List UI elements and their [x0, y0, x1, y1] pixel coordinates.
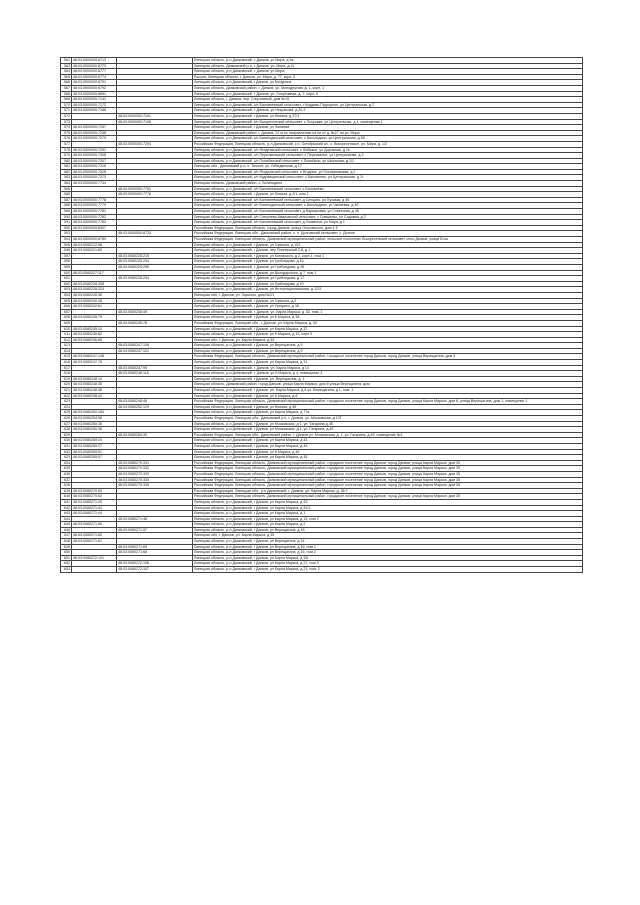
row-number: 618 — [61, 371, 72, 377]
address: Липецкая область, Данковский р-н, г. Данков, ул. Мира, д.11 — [193, 63, 583, 69]
cadastral-number: 48:03:0080270:50 — [72, 488, 117, 494]
row-number: 608 — [61, 315, 72, 321]
address: Российская Федерация, Липецкая область, Данковский муниципальный район, городское поселение город Данков, город Данков, улица Карла Маркса, дом 35 — [193, 477, 583, 483]
address: Липецкая область, р-н Данковский, с/п Баловневский сельсовет, д Знаменка, ул Мира, д 1 — [193, 220, 583, 226]
row-number: 609 — [61, 320, 72, 326]
cadastral-number: 48:03:0000000:8407 — [72, 225, 117, 231]
row-number: 564 — [61, 69, 72, 75]
row-number: 592 — [61, 225, 72, 231]
address: Липецкая область, р-н Данковский, г. Данков, ул. Спортивная, д. 2, корп. 4 — [193, 91, 583, 97]
address: Липецкая область, р-н Данковский, г Данков, ул Карла Маркса, д 45 — [193, 455, 583, 461]
row-number: 569 — [61, 97, 72, 103]
row-number: 639 — [61, 488, 72, 494]
building-cadastral-number: 48:03:0080271:48 — [117, 516, 193, 522]
building-cadastral-number: 48:03:0000000:7776 — [117, 192, 193, 198]
address: Российская Федерация, Липецкая обл., р-н Данковский, г. Данков, ул. Карла Маркса, д. 35 Г — [193, 488, 583, 494]
row-number: 624 — [61, 404, 72, 410]
address: Липецкая область, р-н Данковский, г Данков, ул Чапаева — [193, 125, 583, 131]
address: Липецкая область, р-н Данковский, с/п Ягодновский сельсовет, с Ягодное, ул Головановская, д 2 — [193, 169, 583, 175]
building-cadastral-number: 48:03:0080270:334 — [117, 477, 193, 483]
cadastral-number: 48:03:0080247:76 — [72, 360, 117, 366]
address: Липецкая область, р-н Данковский, г Данков, ул Верещагина, д 9 — [193, 348, 583, 354]
building-cadastral-number: 48:03:0080248:46 — [117, 399, 193, 405]
address: Российская Федерация, Липецкая область, Данковский муниципальный район, сельское поселение Воскресенский сельсовет, село Данков, улица Юла — [193, 237, 583, 243]
address: Липецкая область, р-н Данковский, г Данков, ул Интернациональная, д 12/3 — [193, 287, 583, 293]
row-number: 567 — [61, 85, 72, 91]
cadastral-number: 48:03:0080254:58 — [72, 416, 117, 422]
row-number: 614 — [61, 348, 72, 354]
address: Липецкая область, р-н Данковский, г Данков, ул Верещагина, д 9 — [193, 343, 583, 349]
cadastral-number: 48:03:0080242:61 — [72, 304, 117, 310]
row-number: 636 — [61, 471, 72, 477]
address: Липецкая область, р-н Данковский, г Данков, ул К.Маркса, д 32, корп 3 — [193, 332, 583, 338]
row-number: 588 — [61, 203, 72, 209]
row-number: 645 — [61, 522, 72, 528]
address: Липецкая область, р-н Данковский, с/п Спешнево-Ивановский сельсовет, с Спешнево, ул Садовая, д 2 — [193, 214, 583, 220]
cadastral-number: 48:03:0000000:7306 — [72, 153, 117, 159]
row-number: 601 — [61, 276, 72, 282]
address: Липецкая область, р-н Данковский, г Данков, ул Верещагина, д 16, пом 2 — [193, 550, 583, 556]
cadastral-number: 48:03:0000000:6792 — [72, 85, 117, 91]
row-number: 622 — [61, 393, 72, 399]
address: Российская Федерация, Липецкая обл., Данковский район, с. п. Долговский сельсовет, с. Долгое — [193, 231, 583, 237]
cadastral-number: 48:03:0080272:101 — [72, 555, 117, 561]
cadastral-number: 48:03:0080271:41 — [72, 505, 117, 511]
address: Липецкая область, р-н Данковский, с/п Бигильдинский сельсовет, с Бигильдино, ул Центральная, д 58 — [193, 136, 583, 142]
row-number: 643 — [61, 511, 72, 517]
row-number: 576 — [61, 136, 72, 142]
row-number: 617 — [61, 365, 72, 371]
cadastral-number: 48:03:0080240:36 — [72, 292, 117, 298]
address: Липецкая область, р-н Данковский, г Данков, ул Мичурина — [193, 80, 583, 86]
row-number: 629 — [61, 432, 72, 438]
row-number: 650 — [61, 550, 72, 556]
address: Липецкая область, р-н Данковский, г Данков, ул Карла Маркса, д 31 — [193, 360, 583, 366]
row-number: 573 — [61, 119, 72, 125]
building-cadastral-number: 48:03:0080248:116 — [117, 371, 193, 377]
row-number: 594 — [61, 237, 72, 243]
address: Липецкая область, р-н Данковский, г Данков, ул Карла Маркса, д 33 — [193, 499, 583, 505]
row-number: 599 — [61, 264, 72, 270]
address: Липецкая область, р-н Данковский, с/п Баловневский сельсовет, д Сенцово, ул Луговая, д 4б — [193, 197, 583, 203]
cadastral-number: 48:03:0000000:7781 — [72, 209, 117, 215]
cadastral-number: 48:03:0080221:60 — [72, 248, 117, 254]
address: Липецкая область, г. Данков, пер. Спортивный, дом №19 — [193, 97, 583, 103]
cadastral-number: 48:03:0000000:8789 — [72, 237, 117, 243]
cadastral-number: 48:03:0080228:324 — [72, 287, 117, 293]
row-number: 616 — [61, 360, 72, 366]
cadastral-number: 48:03:0080269:27 — [72, 443, 117, 449]
address: Липецкая область, р-н Данковский, г Данков, ул Карла Маркса, д 2 — [193, 522, 583, 528]
address: Российская Федерация, Липецкая область, Данковский муниципальный район, городское поселение город Данков, город Данков, улица Карла Маркса, дом 35 — [193, 471, 583, 477]
row-number: 591 — [61, 220, 72, 226]
table-body — [61, 58, 583, 573]
building-cadastral-number: 48:03:0080270:332 — [117, 466, 193, 472]
address: Липецкая область, р-н Данковский, г. Данков, ул Некрасова, д 20-2 — [193, 108, 583, 114]
table-row — [61, 567, 583, 573]
table-row — [61, 399, 583, 405]
row-number: 623 — [61, 399, 72, 405]
address: Липецкая область, р-н Данковский, г Данков, ул. Карла Маркса, д 8 ул. Верещагина, д 1, пом. 1 — [193, 388, 583, 394]
address: Липецкая область, р-н Данковский, г. Данков, ул. Карла Маркса, д 14 — [193, 365, 583, 371]
cadastral-number: 48:03:0000000:7141 — [72, 97, 117, 103]
building-cadastral-number: 48:03:0000000:7191 — [117, 113, 193, 119]
cadastral-number: 48:03:0000000:7279 — [72, 136, 117, 142]
address: Липецкая область, р-н Данковский, г Данков, ул Карла Маркса, д 37 — [193, 326, 583, 332]
address: Липецкая область, р-н Данковский, г Данков, ул Карла Маркса, д 45 — [193, 443, 583, 449]
cadastral-number: 48:03:0080269:57 — [72, 455, 117, 461]
row-number: 635 — [61, 466, 72, 472]
row-number: 607 — [61, 309, 72, 315]
address: Липецкая область, р-н Данковский, г. Данков, ул К.Маркса, д 4, помещение 3 — [193, 371, 583, 377]
address: Липецкая область, р-н Данковский, г Данков, ул Верещагина, д 45 — [193, 527, 583, 533]
address: Липецкая область, р-н Данковский, г Данков, ул Карла Маркса, д 43 — [193, 438, 583, 444]
address: Российская Федерация, Липецкая область, Данковский муниципальный район, городское поселение город Данков, город Данков, улица Карла Маркса, дом 8, улица Верещагина, дом 1, помещение 1 — [193, 399, 583, 405]
cadastral-number: 48:03:0000000:7744 — [72, 181, 117, 187]
building-cadastral-number: 48:03:0080272:107 — [117, 567, 193, 573]
address: Липецкая обл, г. Данков, ул. Карла Маркса, д 34 — [193, 337, 583, 343]
cadastral-number: 48:03:0000000:6774 — [72, 74, 117, 80]
document-page — [60, 57, 582, 573]
cadastral-number: 48:03:0000000:7779 — [72, 203, 117, 209]
address: Липецкая область, р-н Данковский, г Данков, ул Грибоедова, д 16 — [193, 259, 583, 265]
address: Липецкая область, р-н Данковский, г Данков, ул Ленина, д 2/1, пом 1 — [193, 192, 583, 198]
building-cadastral-number: 48:03:0080247:101 — [117, 348, 193, 354]
cadastral-number: 48:03:0080269:24 — [72, 438, 117, 444]
address: Липецкая область, р-н Данковский, г Данков, ул Грибоедова, д 19 — [193, 281, 583, 287]
row-number: 572 — [61, 113, 72, 119]
address: Липецкая область, р-н Данковский, г Данков, ул Московская, д 1, ул. Тагарина д.4б — [193, 421, 583, 427]
address: Липецкая область, Данковский район, город Данков, улица Карла Маркса, дом 8 улица Верещагина, дом — [193, 382, 583, 388]
address: Липецкая область, р-н Данковский, с/п Ягодновский сельсовет, с Лебяжье, ул Дорожная, д 1е — [193, 147, 583, 153]
building-cadastral-number: 48:03:0080247:99 — [117, 365, 193, 371]
address: Липецкая область, р-н Данковский, с/п Полибинский сельсовет, с Полибино, ул Школьная, д 1/1 — [193, 158, 583, 164]
building-cadastral-number: 48:03:0000000:7751 — [117, 186, 193, 192]
building-cadastral-number: 48:03:0080272:106 — [117, 561, 193, 567]
building-cadastral-number: 48:03:0000000:7198 — [117, 119, 193, 125]
address: Липецкая обл, г. Данков, ул. Карла Маркса, д 35 — [193, 533, 583, 539]
row-number: 648 — [61, 539, 72, 545]
row-number: 630 — [61, 438, 72, 444]
row-number: 647 — [61, 533, 72, 539]
address: Липецкая область, р-н Данковский, г. Данков, ул Грибоедова, д 26 — [193, 264, 583, 270]
row-number: 621 — [61, 388, 72, 394]
row-number: 570 — [61, 102, 72, 108]
cadastral-number: 48:03:0080247:148 — [72, 354, 117, 360]
building-cadastral-number: 48:03:0080271:68 — [117, 550, 193, 556]
row-number: 644 — [61, 516, 72, 522]
address: Российская Федерация, Липецкая обл., г. Данков, ул. Карла Маркса, д. 52 — [193, 320, 583, 326]
cadastral-number: 48:03:0000000:7291 — [72, 147, 117, 153]
row-number: 597 — [61, 253, 72, 259]
address: Липецкая область, р-н Данковский, г. Данков, ул Мира — [193, 69, 583, 75]
building-cadastral-number: 48:03:0080225:215 — [117, 253, 193, 259]
row-number: 602 — [61, 281, 72, 287]
cadastral-number: 48:03:0080248:38 — [72, 388, 117, 394]
address: Липецкая область, р-н Данковский, г Данков, ул Верещагина, д 16, пом 1 — [193, 544, 583, 550]
row-number: 563 — [61, 63, 72, 69]
row-number: 566 — [61, 80, 72, 86]
row-number: 574 — [61, 125, 72, 131]
cadastral-number: 48:03:0000000:7373 — [72, 175, 117, 181]
row-number: 579 — [61, 153, 72, 159]
row-number: 653 — [61, 567, 72, 573]
row-number: 613 — [61, 343, 72, 349]
row-number: 584 — [61, 181, 72, 187]
address: Липецкая обл, г. Данков, ул. Горького, дом №2/1 — [193, 292, 583, 298]
cadastral-number: 48:03:0080270:62 — [72, 494, 117, 500]
cadastral-number: 48:03:0000000:6777 — [72, 69, 117, 75]
address: Липецкая область, р-н Данковский, г Данков, ул К.Маркса, д 6 — [193, 393, 583, 399]
cadastral-number: 48:03:0000000:6773 — [72, 63, 117, 69]
row-number: 593 — [61, 231, 72, 237]
address: Липецкая область, р-н Данковский, г Данков, ул К.Маркса, д 46 — [193, 449, 583, 455]
address: Липецкая область, р-н Данковский, г Данков, ул Котовского, д 2, корп 1, пом 1 — [193, 253, 583, 259]
address: Липецкая область, р-н Данковский, г Данков, ул Верещагина, д 14 — [193, 539, 583, 545]
address: Липецкая область, Данковский район, г. Данков, ул. Молодежная, д. 1, корп. 1 — [193, 85, 583, 91]
row-number: 651 — [61, 555, 72, 561]
cadastral-number: 48:03:0000000:6791 — [72, 80, 117, 86]
building-cadastral-number: 48:03:0080252:129 — [117, 404, 193, 410]
cadastral-number: 48:03:0080212:56 — [72, 242, 117, 248]
row-number: 562 — [61, 58, 72, 64]
cadastral-number — [72, 567, 117, 573]
cadastral-number: 48:03:0000000:7172 — [72, 102, 117, 108]
row-number: 612 — [61, 337, 72, 343]
address: Липецкая область, р-н Данковский, г Данков, ул Карла Маркса, д 21, пом. 2 — [193, 567, 583, 573]
row-number: 611 — [61, 332, 72, 338]
address: Липецкая область, р-н Данковский, г Данков, ул Карла Маркса, д 15г — [193, 555, 583, 561]
row-number: 652 — [61, 561, 72, 567]
address: Липецкая область, р-н Данковский, с/п Воскресенский сельсовет, с Покровка, ул Центральная, д 4, помещение 1 — [193, 119, 583, 125]
address: Российская Федерация, Липецкая область, Данковский муниципальный район, городское поселение город Данков, город Данков, улица Карла Маркса, дом 35 — [193, 483, 583, 489]
address: Липецкая область, р-н Данковский, с/п Кудрявщинский сельсовет, с Баловнево, ул Центральная, д 2г — [193, 175, 583, 181]
cadastral-number: 48:03:0080260:38 — [72, 427, 117, 433]
row-number: 642 — [61, 505, 72, 511]
cadastral-number: 48:03:0080227:117 — [72, 270, 117, 276]
row-number: 598 — [61, 259, 72, 265]
row-number: 583 — [61, 175, 72, 181]
cadastral-number: 48:03:0000000:7325 — [72, 169, 117, 175]
address: Липецкая область, р-н Данковский, г Данков, ул Ленина, д 27/1 — [193, 113, 583, 119]
row-number: 587 — [61, 197, 72, 203]
row-number: 603 — [61, 287, 72, 293]
row-number: 568 — [61, 91, 72, 97]
address: Липецкая область, р-н Данковский, г Данков, ул К.Маркса, д 38 — [193, 315, 583, 321]
address: Российская Федерация, Липецкая область, Данковский муниципальный район, городское поселение город Данков, город Данков, улица Верещагина, дом 5 — [193, 354, 583, 360]
row-number: 626 — [61, 416, 72, 422]
row-number: 649 — [61, 544, 72, 550]
row-number: 595 — [61, 242, 72, 248]
cadastral-number: 48:03:0080248:42 — [72, 393, 117, 399]
address: Липецкая область, р-н Данковский, г Данков, ул Карла Маркса, д 13, пом 2 — [193, 516, 583, 522]
row-number: 589 — [61, 209, 72, 215]
building-cadastral-number: 48:03:0080245:76 — [117, 320, 193, 326]
address: Липецкая область, р-н Данковский, г. Данков, ул Грибоедова, д 17 — [193, 276, 583, 282]
address: Липецкая область, р-н Данковский, с/п Баловневский сельсовет, с Крудево-Подгорное, ул Центральная, д 2 — [193, 102, 583, 108]
cadastral-number: 48:03:0000000:7782 — [72, 214, 117, 220]
address: Липецкая область, р-н Данковский, г Данков, ул Карла Маркса, д 31/1 — [193, 505, 583, 511]
cadastral-number: 48:03:0080245:75 — [72, 315, 117, 321]
cadastral-number: 48:03:0080228:308 — [72, 281, 117, 287]
address: Россия, Липецкая область, г. Данков, ул. Мира, д. 77, корп. 2 — [193, 74, 583, 80]
row-number: 581 — [61, 164, 72, 170]
address: Российская Федерация, Липецкая область, Данковский муниципальный район, городское поселение город Данков, город Данков, улица Карла Маркса, дом 35 — [193, 466, 583, 472]
row-number: 582 — [61, 169, 72, 175]
cadastral-number: 48:03:0080271:44 — [72, 511, 117, 517]
row-number: 578 — [61, 147, 72, 153]
cadastral-number: 48:03:0000000:6891 — [72, 91, 117, 97]
address: Липецкая область, р-н Данковский, с/п Баловневский сельсовет, с Баловнево — [193, 186, 583, 192]
address: Липецкая область, р-н Данковский, г. Данков, ул Мира, д 9а — [193, 58, 583, 64]
address: Липецкая область, р-н Данковский, г Данков, ул Карла Маркса, д 21, пом 3 — [193, 561, 583, 567]
cadastral-number: 48:03:0080246:82 — [72, 332, 117, 338]
address: Липецкая область, р-н Данковский, г Данков, пер Пионерский 2-й, д 1 — [193, 248, 583, 254]
address: Липецкая обл., Данковский р-н, с. Теплое, ул. Лебедянская, д 17 — [193, 164, 583, 170]
row-number: 604 — [61, 292, 72, 298]
building-cadastral-number: 48:03:0080271:57 — [117, 527, 193, 533]
cadastral-number: 48:03:0000000:7778 — [72, 197, 117, 203]
cadastral-number: 48:03:0000000:7783 — [72, 220, 117, 226]
address: Липецкая область, р-н Данковский, г Данков, ул Урицкого, д 36 — [193, 304, 583, 310]
building-cadastral-number: 48:03:0080270:333 — [117, 471, 193, 477]
cadastral-number: 48:03:0080271:61 — [72, 539, 117, 545]
row-number: 634 — [61, 460, 72, 466]
row-number: 577 — [61, 141, 72, 147]
address: Липецкая область, р-н Данковский, с/п Бигильдинский сельсовет, с Бигильдино, ул Чапаевка, д 4б — [193, 203, 583, 209]
building-cadastral-number: 48:03:0080247:106 — [117, 343, 193, 349]
row-number: 575 — [61, 130, 72, 136]
row-number: 628 — [61, 427, 72, 433]
cadastral-number: 48:03:0000000:7188 — [72, 108, 117, 114]
cadastral-number: 48:03:0080248:14 — [72, 376, 117, 382]
row-number: 565 — [61, 74, 72, 80]
cadastral-number: 48:03:0080252:184 — [72, 410, 117, 416]
address: Липецкая область, Данковский район, г. Данков, 22 м по направлению на юг от д. №27 по ул. Мира — [193, 130, 583, 136]
row-number: 620 — [61, 382, 72, 388]
cadastral-number: 48:03:0080271:50 — [72, 522, 117, 528]
row-number: 586 — [61, 192, 72, 198]
address: Липецкая область, Данковский район, с. Бигильдино — [193, 181, 583, 187]
cadastral-number: 48:03:0000000:7307 — [72, 158, 117, 164]
address: Липецкая область, р-н Данковский, с/п Баловневский сельсовет, д Варваровка, ул Советская, д 3б — [193, 209, 583, 215]
address: Российская Федерация, Липецкая область, Данковский муниципальный район, городское поселение город Данков, город Данков, улица Карла Маркса, дом 35 — [193, 494, 583, 500]
cadastral-number: 48:03:0080271:60 — [72, 533, 117, 539]
row-number: 596 — [61, 248, 72, 254]
building-cadastral-number: 48:03:0080245:49 — [117, 309, 193, 315]
row-number: 615 — [61, 354, 72, 360]
address: Липецкая область, р-н Данковский, г Данков, ул Нахова, д 45 — [193, 404, 583, 410]
row-number: 637 — [61, 477, 72, 483]
building-cadastral-number: 48:03:0080271:63 — [117, 544, 193, 550]
row-number: 646 — [61, 527, 72, 533]
building-cadastral-number: 48:03:0080228:254 — [117, 276, 193, 282]
address: Липецкая область, р-н Данковский, г Данков, ул Карла Маркса, д 77а — [193, 410, 583, 416]
cadastral-number: 48:03:0080240:38 — [72, 298, 117, 304]
cadastral-number: 48:03:0000000:7257 — [72, 125, 117, 131]
address: Липецкая область, р-н Данковский, г Данков, ул Володарского, д 7, пом 1 — [193, 270, 583, 276]
row-number: 571 — [61, 108, 72, 114]
cadastral-number: 48:03:0080248:35 — [72, 382, 117, 388]
row-number: 641 — [61, 499, 72, 505]
row-number: 632 — [61, 449, 72, 455]
cadastral-number: 48:03:0080260:35 — [72, 421, 117, 427]
address: Российская Федерация, Липецкая обл., Данковский район, г. Данков ул. Московская, д. 1, ул. Гагарина, д.4б, помещение №1 — [193, 432, 583, 438]
cadastral-table — [60, 57, 583, 573]
building-cadastral-number: 48:03:0080260:39 — [117, 432, 193, 438]
cadastral-number: 48:03:0000000:6713 — [72, 58, 117, 64]
cadastral-number: 48:03:0080269:51 — [72, 449, 117, 455]
row-number: 627 — [61, 421, 72, 427]
row-number: 605 — [61, 298, 72, 304]
row-number: 631 — [61, 443, 72, 449]
row-number: 585 — [61, 186, 72, 192]
address: Российская Федерация, Липецкая область, город Данков, улица Островского, дом 1 б — [193, 225, 583, 231]
address: Липецкая область, р-н Данковский, г. Данков, ул. Карла Маркса, д. 52, пом. 1 — [193, 309, 583, 315]
building-cadastral-number: 48:03:0000000:7294 — [117, 141, 193, 147]
row-number: 580 — [61, 158, 72, 164]
address: Российская Федерация, Липецкая область, Данковский муниципальный район, городское поселение город Данков, город Данков, улица Карла Маркса, дом 35 — [193, 460, 583, 466]
building-cadastral-number: 48:03:0080225:254 — [117, 259, 193, 265]
building-cadastral-number: 48:03:0080270:335 — [117, 483, 193, 489]
row-number: 638 — [61, 483, 72, 489]
row-number: 600 — [61, 270, 72, 276]
address: Липецкая область, р-н Данковский, г Данков, ул Горького, д 2 — [193, 298, 583, 304]
cadastral-number: 48:03:0080271:25 — [72, 499, 117, 505]
row-number: 619 — [61, 376, 72, 382]
row-number: 633 — [61, 455, 72, 461]
row-number: 625 — [61, 410, 72, 416]
row-number: 610 — [61, 326, 72, 332]
cadastral-number: 48:03:0080245:10 — [72, 326, 117, 332]
cadastral-number: 48:03:0080246:85 — [72, 337, 117, 343]
address: Российская Федерация, Липецкая область, р-н Данковский, с.п. Октябрьский с/с, с. Воскресенское, ул. Мира, д. 1/2 — [193, 141, 583, 147]
row-number: 590 — [61, 214, 72, 220]
row-number: 606 — [61, 304, 72, 310]
address: Российская Федерация, Липецкая обл., Данковский р-н, г. Данков, ул. Московская, д 13Г — [193, 416, 583, 422]
address: Липецкая область, р-н Данковский, г Данков, ул. Верещагина, д. 1 — [193, 376, 583, 382]
building-cadastral-number: 48:03:0080270:331 — [117, 460, 193, 466]
building-cadastral-number: 48:03:0080225:255 — [117, 264, 193, 270]
address: Липецкая область, р-н Данковский, с/п Перехвальский сельсовет, с Перехвалье, ул Центральная, д 2 — [193, 153, 583, 159]
cadastral-number: 48:03:0000000:7316 — [72, 164, 117, 170]
address: Липецкая область, р-н Данковский, г Данков, ул Московская, д 1, ул. Гагарина, д.4б — [193, 427, 583, 433]
cadastral-number: 48:03:0000000:7258 — [72, 130, 117, 136]
row-number: 640 — [61, 494, 72, 500]
building-cadastral-number: 48:03:0000000:8733 — [117, 231, 193, 237]
address: Липецкая область, р-н Данковский, г Данков, ул Карла Маркса, д 1 — [193, 511, 583, 517]
address: Липецкая область, р-н Данковский, г Данков, ул Горького, д 102 — [193, 242, 583, 248]
